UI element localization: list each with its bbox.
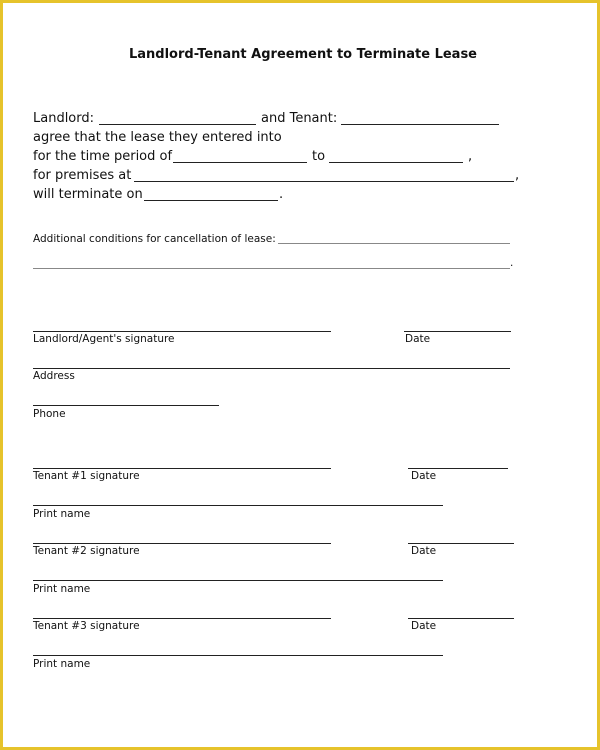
tenant-2-signature-label: Tenant #2 signature: [33, 545, 140, 557]
tenant-3-signature-line[interactable]: [33, 618, 331, 619]
comma-separator: ,: [468, 149, 473, 164]
additional-conditions-blank-2[interactable]: [33, 268, 510, 269]
tenant-name-blank[interactable]: [341, 124, 499, 125]
tenant-2-print-line[interactable]: [33, 580, 443, 581]
tenant-1-date-label: Date: [411, 470, 437, 482]
tenant-2-date-line[interactable]: [408, 543, 514, 544]
landlord-date-label: Date: [405, 333, 431, 345]
tenant-1-signature-line[interactable]: [33, 468, 331, 469]
to-label: to: [312, 149, 326, 164]
comma-separator: ,: [515, 168, 520, 183]
tenant-1-print-label: Print name: [33, 508, 91, 520]
landlord-label: Landlord:: [33, 111, 95, 126]
time-period-label: for the time period of: [33, 149, 173, 164]
tenant-3-print-line[interactable]: [33, 655, 443, 656]
landlord-signature-line[interactable]: [33, 331, 331, 332]
phone-line[interactable]: [33, 405, 219, 406]
period-mark: .: [279, 187, 284, 202]
landlord-signature-label: Landlord/Agent's signature: [33, 333, 175, 345]
tenant-3-print-label: Print name: [33, 658, 91, 670]
landlord-date-line[interactable]: [404, 331, 511, 332]
tenant-2-date-label: Date: [411, 545, 437, 557]
tenant-2-print-label: Print name: [33, 583, 91, 595]
period-end-blank[interactable]: [329, 162, 463, 163]
tenant-1-print-line[interactable]: [33, 505, 443, 506]
period-start-blank[interactable]: [173, 162, 307, 163]
address-label: Address: [33, 370, 75, 382]
premises-label: for premises at: [33, 168, 132, 183]
tenant-2-signature-line[interactable]: [33, 543, 331, 544]
additional-conditions-label: Additional conditions for cancellation of lease:: [33, 233, 276, 245]
address-line[interactable]: [33, 368, 510, 369]
landlord-name-blank[interactable]: [99, 124, 256, 125]
tenant-3-date-line[interactable]: [408, 618, 514, 619]
period-mark: .: [510, 257, 514, 269]
lease-entered-text: agree that the lease they entered into: [33, 130, 282, 145]
premises-address-blank[interactable]: [134, 181, 514, 182]
additional-conditions-blank[interactable]: [278, 243, 510, 244]
tenant-1-date-line[interactable]: [408, 468, 508, 469]
terminate-on-label: will terminate on: [33, 187, 143, 202]
document-title: Landlord-Tenant Agreement to Terminate Lease: [128, 47, 477, 62]
tenant-3-date-label: Date: [411, 620, 437, 632]
tenant-3-signature-label: Tenant #3 signature: [33, 620, 140, 632]
tenant-1-signature-label: Tenant #1 signature: [33, 470, 140, 482]
termination-date-blank[interactable]: [144, 200, 278, 201]
tenant-label: and Tenant:: [261, 111, 338, 126]
phone-label: Phone: [33, 408, 66, 420]
